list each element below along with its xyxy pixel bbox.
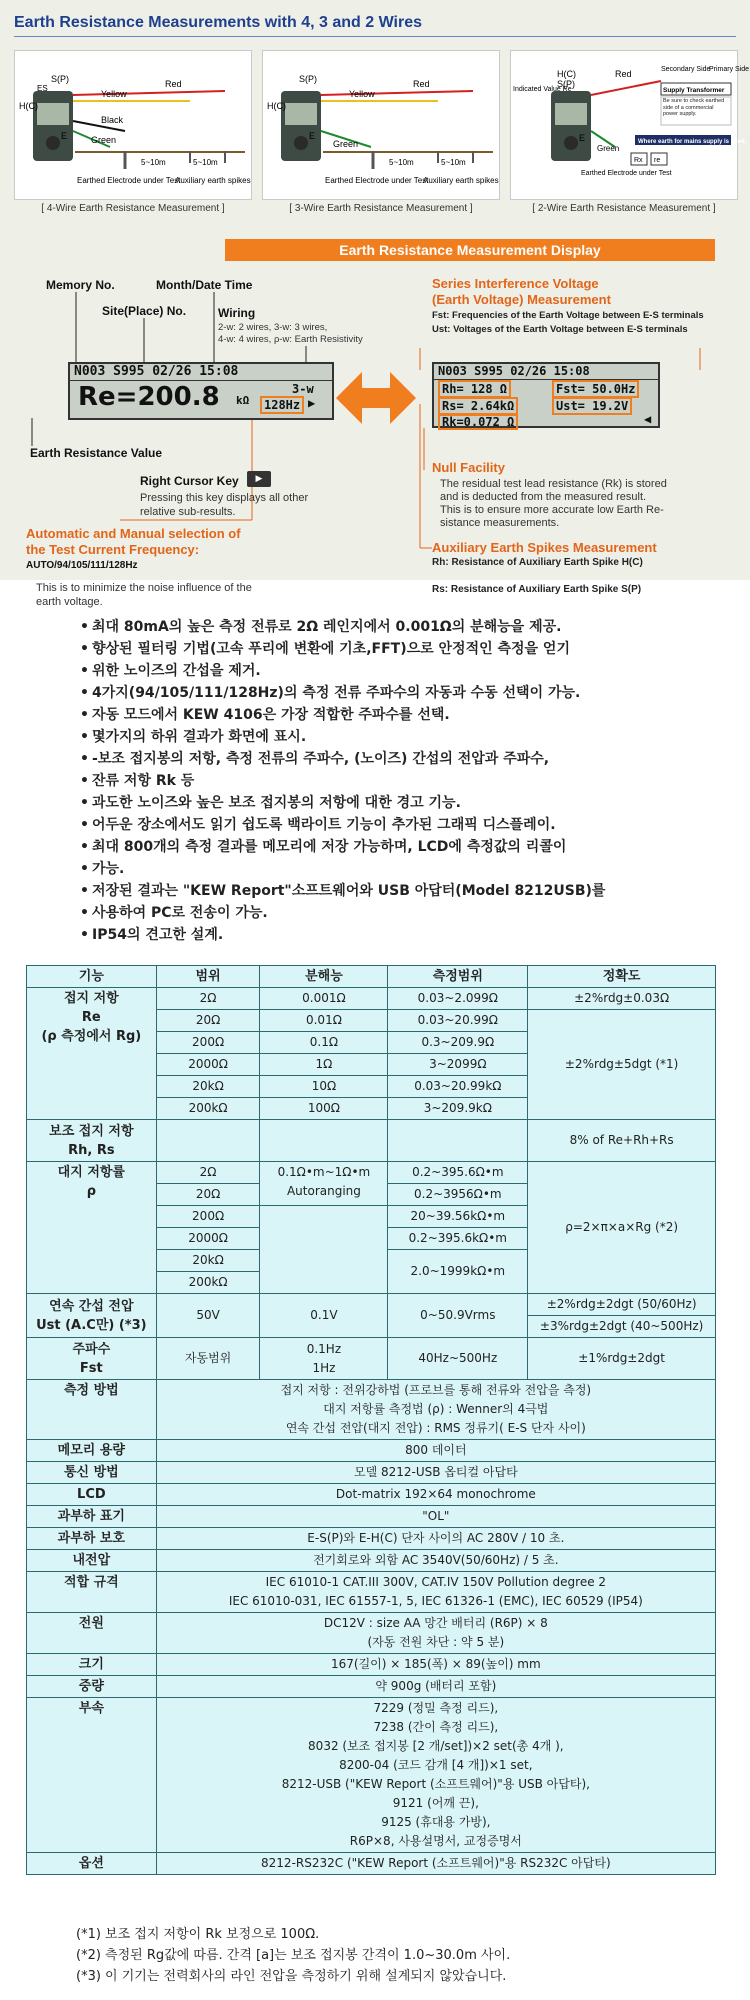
row-label-aux-resistance: 보조 접지 저항 Rh, Rs: [27, 1120, 157, 1162]
table-row: [27, 1550, 716, 1572]
display-section-banner: Earth Resistance Measurement Display: [225, 239, 715, 261]
label-rx: Rx: [634, 157, 643, 164]
row-label-standards: 적합 규격: [27, 1572, 157, 1613]
table-cell: 40Hz~500Hz: [388, 1338, 528, 1380]
label-month-date-time: Month/Date Time: [156, 278, 253, 292]
label-dist-2: 5~10m: [193, 158, 218, 167]
label-earthed-electrode: Earthed Electrode under Test: [581, 170, 672, 177]
footnote-1: (*1) 보조 접지 저항이 Rk 보정으로 100Ω.: [76, 1927, 320, 1942]
lcd-rs: Rs= 2.64kΩ: [438, 397, 518, 415]
caption-3wire: [ 3-Wire Earth Resistance Measurement ]: [289, 203, 473, 214]
table-cell: 20kΩ: [156, 1076, 260, 1098]
label-es: ES: [37, 84, 48, 93]
right-cursor-desc-1: Pressing this key displays all other: [140, 492, 309, 504]
table-cell: 0~50.9Vrms: [388, 1294, 528, 1338]
table-cell: 3~209.9kΩ: [388, 1098, 528, 1120]
row-label-communication: 통신 방법: [27, 1462, 157, 1484]
label-green: Green: [333, 139, 359, 149]
table-cell: 2000Ω: [156, 1054, 260, 1076]
lcd-status-line: N003 S995 02/26 15:08: [438, 364, 590, 378]
feature-item: • 잔류 저항 Rk 등: [80, 770, 700, 792]
null-desc-4: sistance measurements.: [440, 517, 560, 529]
lcd-rh: Rh= 128 Ω: [438, 380, 511, 398]
null-desc-2: and is deducted from the measured result.: [440, 491, 647, 503]
lcd-sub-results-display: [432, 362, 660, 428]
row-label-overload-display: 과부하 표기: [27, 1506, 157, 1528]
row-label-earth-resistance: 접지 저항 Re (ρ 측정에서 Rg): [27, 988, 157, 1120]
table-cell: 800 데이터: [156, 1440, 715, 1462]
label-yellow: Yellow: [101, 89, 127, 99]
rh-description: Rh: Resistance of Auxiliary Earth Spike H(C): [432, 557, 643, 568]
label-green: Green: [91, 135, 117, 145]
table-cell: 0.1Ω•m~1Ω•m Autoranging: [260, 1162, 388, 1206]
feature-item: • 어두운 장소에서도 읽기 쉽도록 백라이트 기능이 추가된 그래픽 디스플레이.: [80, 814, 700, 836]
label-red: Red: [413, 79, 430, 89]
table-row: [27, 1294, 716, 1316]
table-cell: 20Ω: [156, 1010, 260, 1032]
label-dist-1: 5~10m: [389, 158, 414, 167]
footnote-2: (*2) 측정된 Rg값에 따름. 간격 [a]는 보조 접지봉 간격이 1.0~30.0m 사이.: [76, 1948, 511, 1963]
footnote-3: (*3) 이 기기는 전력회사의 라인 전압을 측정하기 위해 설계되지 않았습니다.: [76, 1969, 507, 1984]
table-cell: ±3%rdg±2dgt (40~500Hz): [528, 1316, 716, 1338]
feature-item: • 최대 80mA의 높은 측정 전류로 2Ω 레인지에서 0.001Ω의 분해능을 제공.: [80, 616, 700, 638]
feature-item: • 4가지(94/105/111/128Hz)의 측정 전류 주파수의 자동과 수동 선택이 가능.: [80, 682, 700, 704]
lcd-unit: kΩ: [236, 394, 250, 407]
table-cell: ±1%rdg±2dgt: [528, 1338, 716, 1380]
wiring-diagram-section: [0, 0, 750, 580]
feature-item: • 가능.: [80, 858, 700, 880]
row-label-lcd: LCD: [27, 1484, 157, 1506]
lcd-wiring-indicator: 3-w: [292, 382, 314, 396]
table-cell: 2Ω: [156, 988, 260, 1010]
table-cell: DC12V : size AA 망간 배터리 (R6P) × 8 (자동 전원 차단 : 약 5 분): [156, 1613, 715, 1654]
row-label-resistivity: 대지 저항률 ρ: [27, 1162, 157, 1294]
footnotes: [76, 1924, 510, 1987]
null-desc-1: The residual test lead resistance (Rk) is stored: [440, 478, 667, 490]
lcd-cursor-back-icon: ◀: [644, 412, 652, 426]
fst-description: Fst: Frequencies of the Earth Voltage between E-S terminals: [432, 310, 704, 321]
caption-2wire: [ 2-Wire Earth Resistance Measurement ]: [532, 203, 716, 214]
col-header-resolution: 분해능: [260, 966, 388, 988]
label-site-no: Site(Place) No.: [102, 304, 187, 318]
row-label-accessories: 부속: [27, 1698, 157, 1853]
table-cell: 100Ω: [260, 1098, 388, 1120]
label-secondary-side: Secondary Side: [661, 66, 711, 73]
table-row: [27, 1572, 716, 1613]
table-row: [27, 1462, 716, 1484]
table-cell: [156, 1120, 260, 1162]
row-label-fst: 주파수 Fst: [27, 1338, 157, 1380]
col-header-function: 기능: [27, 966, 157, 988]
table-cell: 8% of Re+Rh+Rs: [528, 1120, 716, 1162]
label-hc: H(C): [557, 69, 576, 79]
label-hc: H(C): [267, 101, 286, 111]
table-cell: 7229 (정밀 측정 리드), 7238 (간이 측정 리드), 8032 (보조 접지봉 [2 개/set])×2 set(총 4개 ), 8200-04 (코드 감개 [4 개])×1 set, 8212-USB ("KEW Report (소프트웨어)"용 USB 아답타), 9121 (어깨 끈), 9125 (휴대용 가방), R6P×8, 사용설명서, 교정증명서: [156, 1698, 715, 1853]
row-label-power: 전원: [27, 1613, 157, 1654]
table-cell: IEC 61010-1 CAT.III 300V, CAT.IV 150V Pollution degree 2 IEC 61010-031, IEC 61557-1, 5, IEC 61326-1 (EMC), IEC 60529 (IP54): [156, 1572, 715, 1613]
label-dist-2: 5~10m: [441, 158, 466, 167]
table-cell: 8212-RS232C ("KEW Report (소프트웨어)"용 RS232C 아답타): [156, 1853, 715, 1875]
table-cell: 0.2~395.6Ω•m: [388, 1162, 528, 1184]
label-sp: S(P): [557, 79, 575, 89]
null-facility-title: Null Facility: [432, 460, 505, 475]
table-cell: "OL": [156, 1506, 715, 1528]
feature-item: • IP54의 견고한 설계.: [80, 924, 700, 946]
lcd-rk: Rk=0.072 Ω: [438, 414, 518, 430]
label-supply-transformer: Supply Transformer: [663, 87, 725, 94]
table-cell: ρ=2×π×a×Rg (*2): [528, 1162, 716, 1294]
right-cursor-desc-2: relative sub-results.: [140, 506, 236, 518]
col-header-accuracy: 정확도: [528, 966, 716, 988]
table-cell: 모델 8212-USB 옵티컬 아답타: [156, 1462, 715, 1484]
table-cell: 자동범위: [156, 1338, 260, 1380]
label-supply-note: Be sure to check earthed side of a commercial power supply.: [663, 98, 725, 117]
lcd-fst: Fst= 50.0Hz: [552, 380, 639, 398]
row-label-options: 옵션: [27, 1853, 157, 1875]
table-cell: 0.03~20.99kΩ: [388, 1076, 528, 1098]
auto-manual-title-2: the Test Current Frequency:: [26, 542, 200, 557]
feature-item: • 과도한 노이즈와 높은 보조 접지봉의 저항에 대한 경고 기능.: [80, 792, 700, 814]
auto-desc-1: This is to minimize the noise influence of the: [36, 582, 252, 594]
aux-spikes-title: Auxiliary Earth Spikes Measurement: [432, 540, 657, 555]
label-yellow: Yellow: [349, 89, 375, 99]
label-dist-1: 5~10m: [141, 158, 166, 167]
row-label-withstand-voltage: 내전압: [27, 1550, 157, 1572]
null-desc-3: This is to ensure more accurate low Earth Re-: [440, 504, 664, 516]
table-cell: 10Ω: [260, 1076, 388, 1098]
table-row: [27, 1120, 716, 1162]
lcd-status-line: N003 S995 02/26 15:08: [74, 364, 239, 379]
lcd-earth-resistance-value: Re=200.8: [78, 382, 220, 412]
feature-item: • 몇가지의 하위 결과가 화면에 표시.: [80, 726, 700, 748]
table-cell: 50V: [156, 1294, 260, 1338]
label-earth-resistance-value: Earth Resistance Value: [30, 446, 163, 460]
table-row: [27, 1506, 716, 1528]
table-cell: 0.3~209.9Ω: [388, 1032, 528, 1054]
table-cell: 2Ω: [156, 1162, 260, 1184]
feature-list: [80, 616, 700, 946]
siv-title-1: Series Interference Voltage: [432, 276, 599, 291]
feature-item: • 위한 노이즈의 간섭을 제거.: [80, 660, 700, 682]
table-cell: 200kΩ: [156, 1098, 260, 1120]
label-sp: S(P): [51, 74, 69, 84]
col-header-measuring-range: 측정범위: [388, 966, 528, 988]
label-wiring: Wiring: [218, 306, 256, 320]
table-cell: 20kΩ: [156, 1250, 260, 1272]
table-cell: 0.001Ω: [260, 988, 388, 1010]
lcd-cursor-arrow-icon: ▶: [308, 396, 316, 410]
feature-item: • 사용하여 PC로 전송이 가능.: [80, 902, 700, 924]
lcd-frequency: 128Hz: [260, 396, 304, 414]
label-e: E: [309, 131, 316, 141]
table-cell: 0.2~395.6kΩ•m: [388, 1228, 528, 1250]
table-row: [27, 1380, 716, 1440]
table-row: [27, 988, 716, 1010]
feature-item: • 최대 800개의 측정 결과를 메모리에 저장 가능하며, LCD에 측정값의 리콜이: [80, 836, 700, 858]
spec-table: [26, 965, 716, 1875]
label-black: Black: [101, 115, 124, 125]
right-cursor-key-icon: ▶: [247, 471, 271, 487]
table-row: [27, 1676, 716, 1698]
label-right-cursor-key: Right Cursor Key: [140, 474, 239, 488]
table-cell: 0.03~20.99Ω: [388, 1010, 528, 1032]
table-cell: 0.03~2.099Ω: [388, 988, 528, 1010]
table-row: [27, 1338, 716, 1380]
table-cell: 0.01Ω: [260, 1010, 388, 1032]
table-cell: 20~39.56kΩ•m: [388, 1206, 528, 1228]
auto-manual-title-1: Automatic and Manual selection of: [26, 526, 241, 541]
table-cell: [260, 1120, 388, 1162]
table-cell: 0.2~3956Ω•m: [388, 1184, 528, 1206]
table-cell: ±2%rdg±5dgt (*1): [528, 1010, 716, 1120]
auto-freqs: AUTO/94/105/111/128Hz: [26, 560, 138, 571]
lcd-ust: Ust= 19.2V: [552, 397, 632, 415]
row-label-overload-protection: 과부하 보호: [27, 1528, 157, 1550]
label-memory-no: Memory No.: [46, 278, 115, 292]
table-cell: [388, 1120, 528, 1162]
auto-desc-2: earth voltage.: [36, 596, 103, 608]
table-cell: ±2%rdg±0.03Ω: [528, 988, 716, 1010]
table-cell: 2000Ω: [156, 1228, 260, 1250]
table-cell: 200Ω: [156, 1032, 260, 1054]
table-cell: 200kΩ: [156, 1272, 260, 1294]
wiring-desc-line-1: 2-w: 2 wires, 3-w: 3 wires,: [218, 322, 328, 333]
ust-description: Ust: Voltages of the Earth Voltage between E-S terminals: [432, 324, 688, 335]
table-cell: 0.1V: [260, 1294, 388, 1338]
row-label-weight: 중량: [27, 1676, 157, 1698]
table-cell: [260, 1206, 388, 1294]
table-row: [27, 1853, 716, 1875]
feature-item: • 저장된 결과는 "KEW Report"소프트웨어와 USB 아답터(Model 8212USB)를: [80, 880, 700, 902]
label-mains-earth: Where earth for mains supply is used.: [638, 139, 747, 145]
table-row: [27, 1484, 716, 1506]
table-cell: 2.0~1999kΩ•m: [388, 1250, 528, 1294]
wiring-desc-line-2: 4-w: 4 wires, ρ-w: Earth Resistivity: [218, 334, 363, 345]
label-sp: S(P): [299, 74, 317, 84]
table-cell: ±2%rdg±2dgt (50/60Hz): [528, 1294, 716, 1316]
rs-description: Rs: Resistance of Auxiliary Earth Spike S(P): [432, 584, 642, 595]
col-header-range: 범위: [156, 966, 260, 988]
feature-item: • 자동 모드에서 KEW 4106은 가장 적합한 주파수를 선택.: [80, 704, 700, 726]
label-re: re: [654, 157, 661, 164]
row-label-method: 측정 방법: [27, 1380, 157, 1440]
table-cell: 0.1Hz 1Hz: [260, 1338, 388, 1380]
table-cell: 약 900g (배터리 포함): [156, 1676, 715, 1698]
label-aux-spikes: Auxiliary earth spikes: [175, 176, 251, 185]
label-green: Green: [597, 144, 620, 153]
table-cell: 1Ω: [260, 1054, 388, 1076]
row-label-ust: 연속 간섭 전압 Ust (A.C만) (*3): [27, 1294, 157, 1338]
table-cell: 200Ω: [156, 1206, 260, 1228]
row-label-memory: 메모리 용량: [27, 1440, 157, 1462]
label-red: Red: [615, 69, 632, 79]
table-row: [27, 1162, 716, 1184]
table-row: [27, 1528, 716, 1550]
lcd-divider: [70, 380, 332, 381]
label-e: E: [579, 133, 586, 143]
table-cell: 20Ω: [156, 1184, 260, 1206]
section-title: Earth Resistance Measurements with 4, 3 and 2 Wires: [14, 14, 423, 31]
table-cell: Dot-matrix 192×64 monochrome: [156, 1484, 715, 1506]
label-earthed-electrode: Earthed Electrode under Test: [77, 176, 181, 185]
siv-title-2: (Earth Voltage) Measurement: [432, 292, 611, 307]
table-cell: 3~2099Ω: [388, 1054, 528, 1076]
double-arrow-icon: [336, 372, 416, 424]
table-row: [27, 1654, 716, 1676]
row-label-size: 크기: [27, 1654, 157, 1676]
table-cell: 전기회로와 외함 AC 3540V(50/60Hz) / 5 초.: [156, 1550, 715, 1572]
caption-4wire: [ 4-Wire Earth Resistance Measurement ]: [41, 203, 225, 214]
table-cell: 0.1Ω: [260, 1032, 388, 1054]
table-row: [27, 1440, 716, 1462]
label-e: E: [61, 131, 68, 141]
feature-item: • -보조 접지봉의 저항, 측정 전류의 주파수, (노이즈) 간섭의 전압과 주파수,: [80, 748, 700, 770]
label-primary-side: Primary Side: [709, 66, 750, 73]
table-row: [27, 1698, 716, 1853]
label-earthed-electrode: Earthed Electrode under Test: [325, 176, 429, 185]
label-red: Red: [165, 79, 182, 89]
table-cell: 167(길이) × 185(폭) × 89(높이) mm: [156, 1654, 715, 1676]
table-cell: E-S(P)와 E-H(C) 단자 사이의 AC 280V / 10 초.: [156, 1528, 715, 1550]
table-cell: 접지 저항 : 전위강하법 (프로브를 통해 전류와 전압을 측정) 대지 저항률 측정법 (ρ) : Wenner의 4극법 연속 간섭 전압(대지 전압) : RMS 정류기( E-S 단자 사이): [156, 1380, 715, 1440]
feature-item: • 향상된 필터링 기법(고속 푸리에 변환에 기초,FFT)으로 안정적인 측정을 얻기: [80, 638, 700, 660]
label-hc: H(C): [19, 101, 38, 111]
table-header-row: [27, 966, 716, 988]
table-row: [27, 1613, 716, 1654]
label-indicated-value: Indicated Value Re: [513, 86, 572, 93]
label-aux-spikes: Auxiliary earth spikes: [423, 176, 499, 185]
lcd-main-display: [68, 362, 334, 420]
